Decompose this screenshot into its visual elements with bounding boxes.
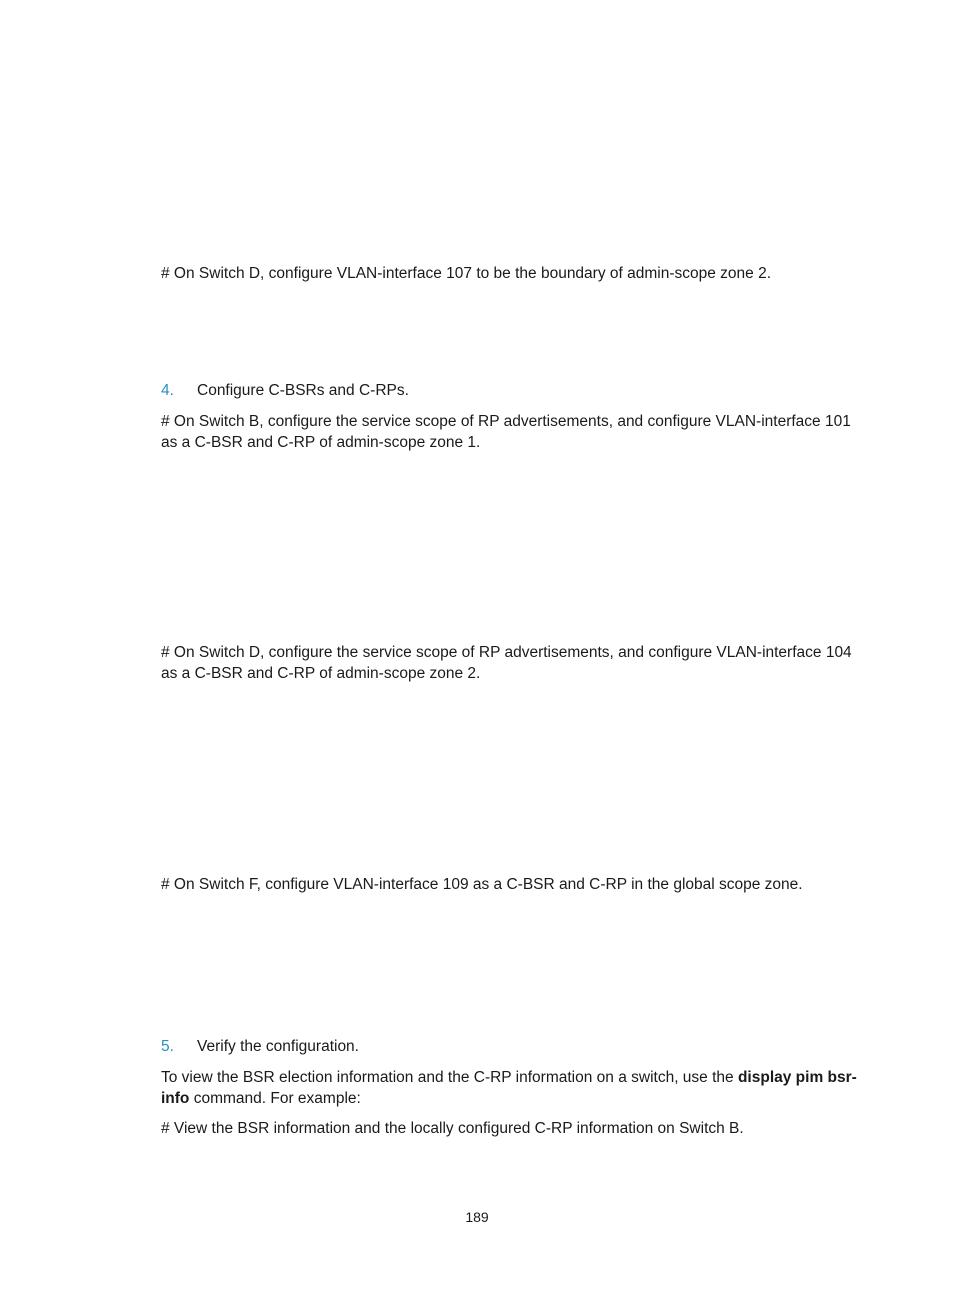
step-4 [161, 380, 866, 401]
step-text: Verify the configuration. [197, 1038, 359, 1055]
paragraph-switch-f-crp: # On Switch F, configure VLAN-interface 109 as a C-BSR and C-RP in the global scope zone. [161, 876, 803, 893]
text-segment: To view the BSR election information and the C-RP information on a switch, use the [161, 1069, 738, 1086]
paragraph-view-bsr-info [161, 1067, 866, 1109]
step-number: 5. [161, 1038, 174, 1055]
command-display-pim-bsr-info: display pim bsr-info [161, 1069, 857, 1107]
text-segment: command. For example: [189, 1090, 361, 1107]
paragraph-view-switch-b: # View the BSR information and the locally configured C-RP information on Switch B. [161, 1120, 744, 1137]
paragraph-switch-d-boundary: # On Switch D, configure VLAN-interface 107 to be the boundary of admin-scope zone 2. [161, 265, 772, 282]
step-text: Configure C-BSRs and C-RPs. [197, 382, 409, 399]
step-number: 4. [161, 382, 174, 399]
paragraph-switch-b-crp: # On Switch B, configure the service scope of RP advertisements, and configure VLAN-interface 101 as a C-BSR and C-RP of admin-scope zone 1. [161, 413, 851, 451]
step-5 [161, 1036, 866, 1057]
paragraph-switch-d-crp: # On Switch D, configure the service scope of RP advertisements, and configure VLAN-interface 104 as a C-BSR and C-RP of admin-scope zone 2. [161, 644, 852, 682]
page-number: 189 [465, 1209, 489, 1225]
